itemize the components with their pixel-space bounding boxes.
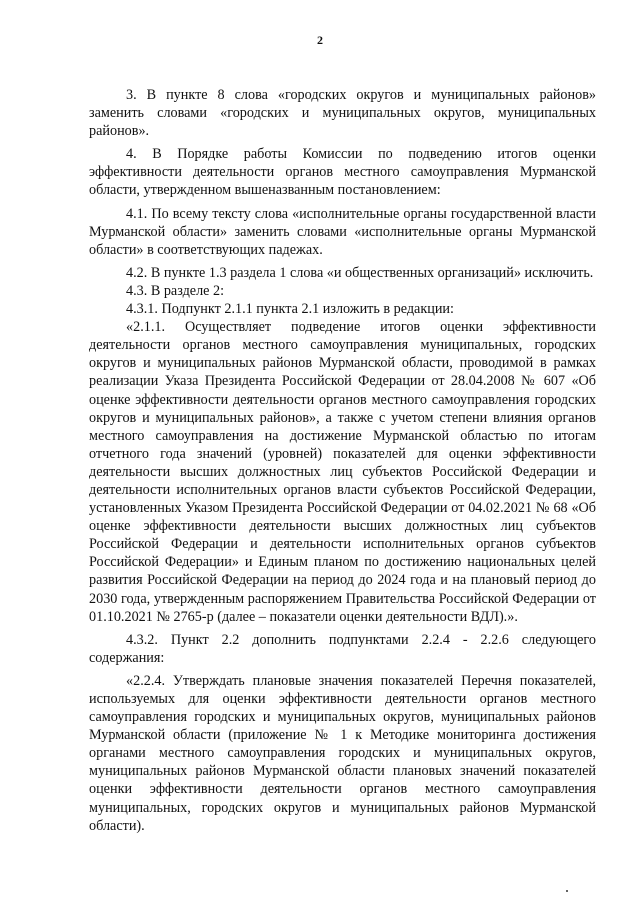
paragraph-item-4-3: 4.3. В разделе 2:: [126, 282, 225, 299]
document-body: [89, 86, 596, 835]
paragraph-item-4-1: 4.1. По всему тексту слова «исполнительные органы государственной власти Мурманской области» заменить словами «исполнительные органы Мурманской области» в соответствующих падежах.: [89, 205, 596, 258]
paragraph-quote-2-2-4: «2.2.4. Утверждать плановые значения показателей Перечня показателей, используемых для оценки эффективности деятельности органов местного самоуправления городских и муниципальных округов, муниципальных районов Мурманской области (приложение № 1 к Методике мониторинга достижения органами местного самоуправления городских и муниципальных округов, муниципальных районов Мурманской области плановых значений показателей оценки эффективности деятельности органов местного самоуправления муниципальных, городских округов и муниципальных районов Мурманской области).: [89, 672, 596, 834]
page-number: 2: [317, 33, 323, 47]
paragraph-item-4-3-1: 4.3.1. Подпункт 2.1.1 пункта 2.1 изложить в редакции:: [126, 301, 454, 318]
paragraph-item-4-2: 4.2. В пункте 1.3 раздела 1 слова «и общественных организаций» исключить.: [126, 264, 594, 281]
paragraph-quote-2-1-1: «2.1.1. Осуществляет подведение итогов оценки эффективности деятельности органов местного самоуправления муниципальных, городских округов и муниципальных районов Мурманской области, проводимой в рамках реализации Указа Президента Российской Федерации от 28.04.2008 № 607 «Об оценке эффективности деятельности органов местного самоуправления городских округов и муниципальных районов», а также с учетом степени влияния органов местного самоуправления на достижение Мурманской областью по итогам отчетного года значений (уровней) показателей для оценки эффективности деятельности высших должностных лиц субъектов Российской Федерации и деятельности исполнительных органов власти субъектов Российской Федерации, установленных Указом Президента Российской Федерации от 04.02.2021 № 68 «Об оценке эффективности деятельности высших должностных лиц субъектов Российской Федерации и деятельности исполнительных органов субъектов Российской Федерации» и Единым планом по достижению национальных целей развития Российской Федерации на период до 2024 года и на плановый период до 2030 года, утвержденным распоряжением Правительства Российской Федерации от 01.10.2021 № 2765-р (далее – показатели оценки деятельности ВДЛ).».: [89, 319, 596, 625]
scan-mark: [566, 890, 568, 892]
paragraph-item-3: 3. В пункте 8 слова «городских округов и муниципальных районов» заменить словами «городских и муниципальных округов, муниципальных районов».: [89, 87, 596, 140]
paragraph-item-4: 4. В Порядке работы Комиссии по подведению итогов оценки эффективности деятельности органов местного самоуправления Мурманской области, утвержденном вышеназванным постановлением:: [89, 146, 596, 199]
paragraph-item-4-3-2: 4.3.2. Пункт 2.2 дополнить подпунктами 2.2.4 - 2.2.6 следующего содержания:: [89, 631, 596, 666]
